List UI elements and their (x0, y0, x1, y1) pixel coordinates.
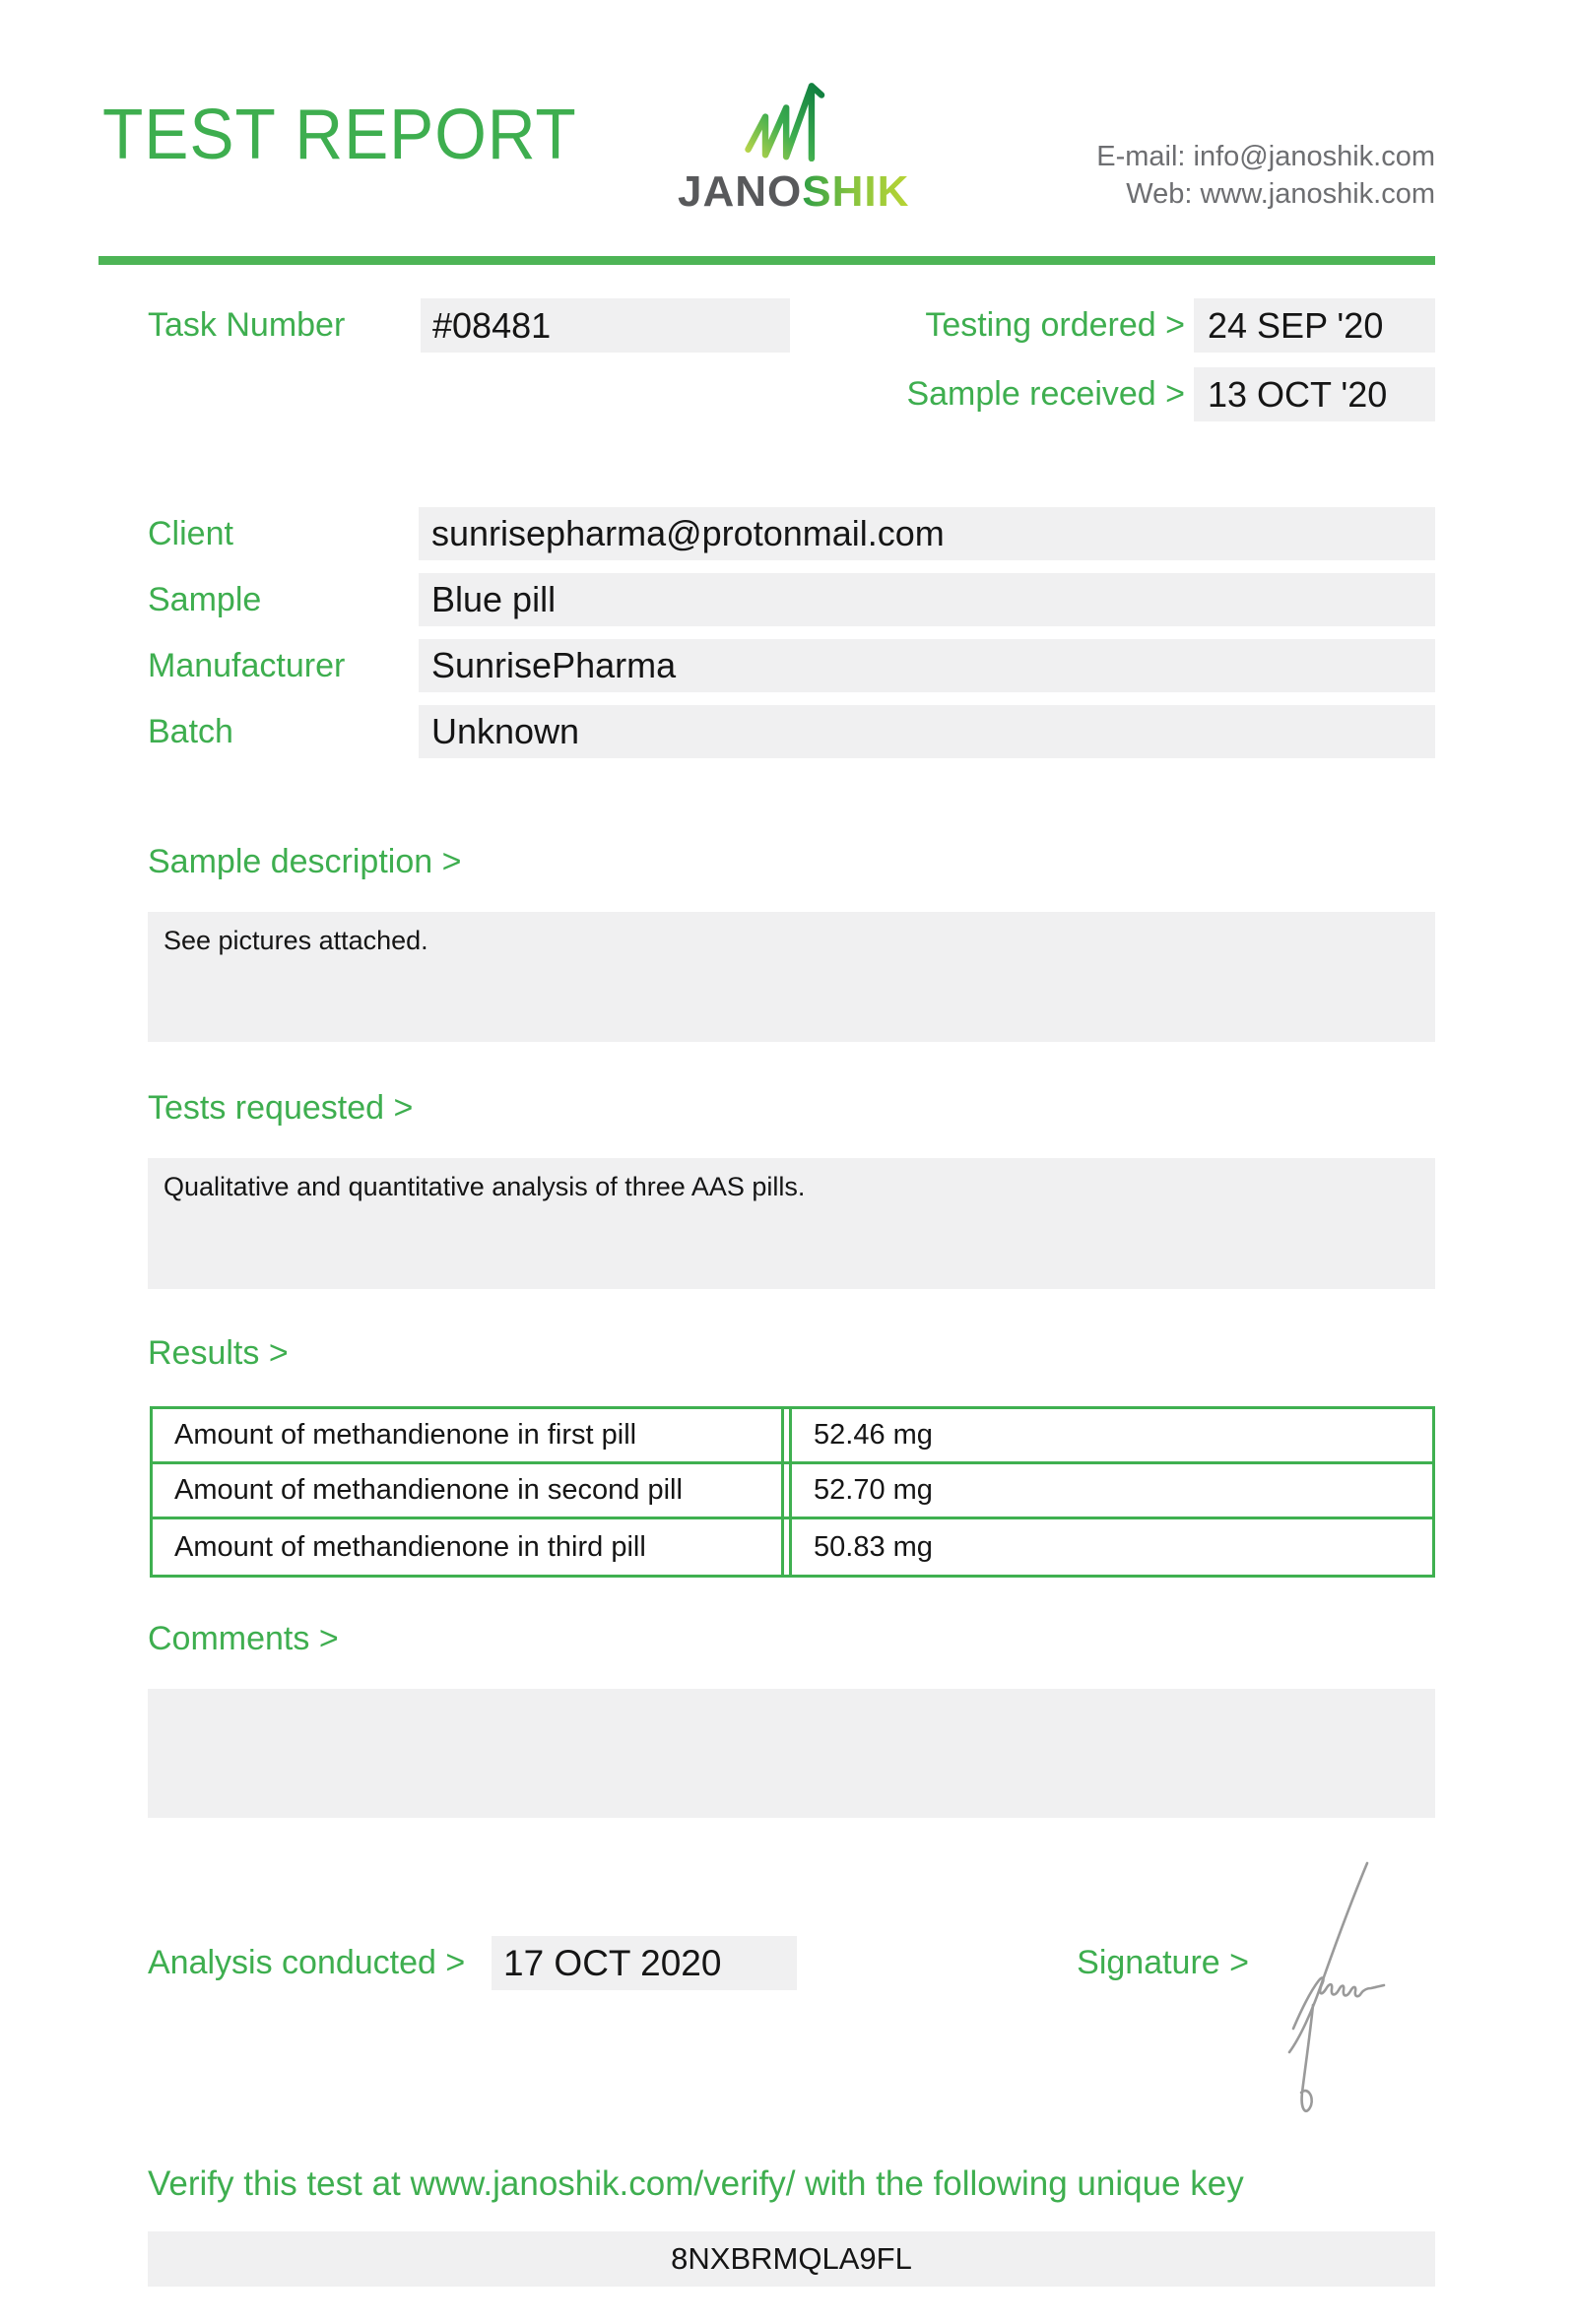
table-row (153, 1464, 1432, 1519)
table-row (153, 1409, 1432, 1464)
contact-block (1096, 138, 1435, 213)
brand-logo (678, 75, 910, 217)
contact-web: Web: www.janoshik.com (1126, 178, 1435, 210)
tests-requested-heading: Tests requested > (148, 1089, 414, 1127)
tests-requested-text: Qualitative and quantitative analysis of three AAS pills. (164, 1172, 806, 1201)
comments-heading: Comments > (148, 1620, 339, 1657)
verify-text: Verify this test at www.janoshik.com/verify/ with the following unique key (148, 2164, 1244, 2203)
header-divider (98, 256, 1435, 265)
sample-label: Sample (148, 581, 262, 618)
contact-email: E-mail: info@janoshik.com (1096, 141, 1435, 172)
testing-ordered-label: Testing ordered > (925, 306, 1185, 344)
results-table (150, 1406, 1435, 1578)
analysis-conducted-value: 17 OCT 2020 (492, 1936, 797, 1990)
testing-ordered-value: 24 SEP '20 (1194, 298, 1435, 353)
unique-key-box (148, 2231, 1435, 2287)
table-row (153, 1519, 1432, 1575)
page-title: TEST REPORT (102, 96, 577, 174)
info-row-client (148, 507, 1435, 560)
sample-description-box (148, 912, 1435, 1042)
trend-chart-icon (678, 75, 898, 161)
sample-value: Blue pill (419, 573, 1435, 626)
unique-key-value: 8NXBRMQLA9FL (671, 2241, 912, 2276)
tests-requested-box (148, 1158, 1435, 1289)
sample-received-label: Sample received > (906, 375, 1185, 413)
task-number-label: Task Number (148, 306, 346, 344)
analysis-conducted-label: Analysis conducted > (148, 1944, 466, 1981)
handwritten-signature-image (1274, 1859, 1390, 2138)
result-value-cell: 50.83 mg (789, 1519, 1432, 1575)
manufacturer-label: Manufacturer (148, 647, 346, 684)
results-heading: Results > (148, 1334, 289, 1372)
result-name-cell: Amount of methandienone in first pill (153, 1409, 784, 1461)
result-value-cell: 52.46 mg (789, 1409, 1432, 1461)
batch-label: Batch (148, 713, 233, 750)
task-number-value: #08481 (421, 298, 790, 353)
brand-name-primary: JANO (678, 167, 803, 216)
signature-label: Signature > (1077, 1944, 1249, 1981)
comments-box (148, 1689, 1435, 1818)
brand-name-secondary: SHIK (802, 167, 910, 216)
client-label: Client (148, 515, 233, 552)
sample-description-heading: Sample description > (148, 843, 462, 880)
brand-name (678, 167, 910, 217)
result-name-cell: Amount of methandienone in third pill (153, 1519, 784, 1575)
result-value-cell: 52.70 mg (789, 1464, 1432, 1517)
sample-received-value: 13 OCT '20 (1194, 367, 1435, 421)
info-row-sample (148, 573, 1435, 626)
manufacturer-value: SunrisePharma (419, 639, 1435, 692)
info-row-manufacturer (148, 639, 1435, 692)
batch-value: Unknown (419, 705, 1435, 758)
client-value: sunrisepharma@protonmail.com (419, 507, 1435, 560)
result-name-cell: Amount of methandienone in second pill (153, 1464, 784, 1517)
info-row-batch (148, 705, 1435, 758)
sample-description-text: See pictures attached. (164, 926, 428, 955)
